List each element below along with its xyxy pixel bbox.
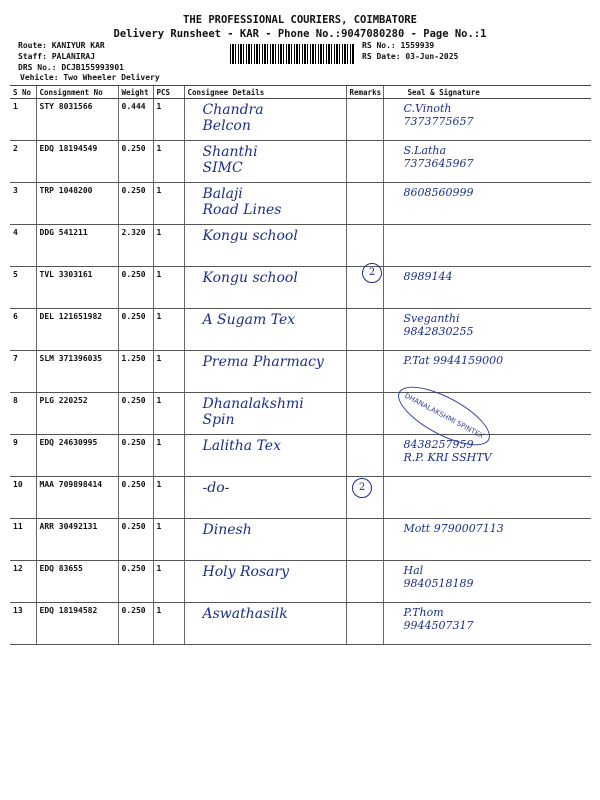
consignment-cell <box>36 477 118 519</box>
col-consignee: Consignee Details <box>184 86 346 99</box>
weight-text: 0.250 <box>121 438 146 447</box>
ring-mark: 2 <box>352 478 372 498</box>
consignment-text: EDQ 83655 <box>39 564 83 573</box>
weight-text: 0.250 <box>121 522 146 531</box>
pcs-text: 1 <box>156 312 162 321</box>
consignment-cell <box>36 99 118 141</box>
pcs-cell <box>153 267 184 309</box>
weight-cell <box>118 141 153 183</box>
sno-text: 2 <box>13 144 18 153</box>
consignee-cell <box>184 519 346 561</box>
consignment-cell <box>36 519 118 561</box>
consignee-text: Kongu school <box>202 228 298 244</box>
pcs-text: 1 <box>156 186 162 195</box>
consignee-cell <box>184 435 346 477</box>
sno-cell <box>10 561 36 603</box>
consignment-text: SLM 371396035 <box>39 354 103 363</box>
consignment-cell <box>36 435 118 477</box>
weight-cell <box>118 393 153 435</box>
consignee-cell <box>184 351 346 393</box>
seal-stamp: DHANALAKSHMI SPINTEX <box>390 375 498 456</box>
pcs-cell <box>153 309 184 351</box>
table-row <box>10 393 591 435</box>
sno-cell <box>10 351 36 393</box>
weight-text: 0.444 <box>121 102 146 111</box>
table-row <box>10 225 591 267</box>
sno-cell <box>10 435 36 477</box>
sno-text: 1 <box>13 102 18 111</box>
consignee-cell <box>184 141 346 183</box>
sno-cell <box>10 519 36 561</box>
pcs-cell <box>153 183 184 225</box>
pcs-cell <box>153 141 184 183</box>
col-consignment: Consignment No <box>36 86 118 99</box>
weight-text: 0.250 <box>121 312 146 321</box>
consignment-text: DDG 541211 <box>39 228 88 237</box>
sno-cell <box>10 309 36 351</box>
consignment-text: EDQ 18194549 <box>39 144 98 153</box>
runsheet-table <box>10 85 591 645</box>
consignment-text: PLG 220252 <box>39 396 88 405</box>
weight-cell <box>118 519 153 561</box>
remarks-cell <box>346 603 383 645</box>
sno-cell <box>10 603 36 645</box>
remarks-cell <box>346 309 383 351</box>
consignment-cell <box>36 225 118 267</box>
signature-text: 8989144 <box>403 270 453 283</box>
weight-text: 2.320 <box>121 228 146 237</box>
consignee-cell <box>184 267 346 309</box>
signature-cell <box>383 477 591 519</box>
consignment-cell <box>36 603 118 645</box>
consignee-text: -do- <box>202 480 230 496</box>
consignment-text: MAA 709898414 <box>39 480 103 489</box>
signature-text: C.Vinoth <box>403 102 452 115</box>
weight-text: 0.250 <box>121 186 146 195</box>
pcs-text: 1 <box>156 270 162 279</box>
weight-cell <box>118 309 153 351</box>
sno-text: 7 <box>13 354 18 363</box>
consignee-text: Lalitha Tex <box>202 438 281 454</box>
pcs-text: 1 <box>156 228 162 237</box>
consignee-text: Shanthi <box>202 144 258 160</box>
consignee-text: A Sugam Tex <box>202 312 296 328</box>
weight-cell <box>118 561 153 603</box>
consignee-cell <box>184 183 346 225</box>
consignment-text: EDQ 18194582 <box>39 606 98 615</box>
pcs-text: 1 <box>156 102 162 111</box>
remarks-cell <box>346 99 383 141</box>
weight-text: 1.250 <box>121 354 146 363</box>
consignee-cell <box>184 393 346 435</box>
remarks-cell <box>346 393 383 435</box>
signature-line2: R.P. KRI SSHTV <box>403 451 492 464</box>
rs-date: RS Date: 03-Jun-2025 <box>362 52 459 61</box>
signature-cell <box>383 519 591 561</box>
sno-text: 4 <box>13 228 18 237</box>
sno-text: 9 <box>13 438 18 447</box>
signature-text: Hal <box>403 564 424 577</box>
consignee-cell <box>184 477 346 519</box>
table-header-row <box>10 86 591 99</box>
consignment-cell <box>36 351 118 393</box>
consignee-text: Balaji <box>202 186 243 202</box>
sno-cell <box>10 477 36 519</box>
weight-cell <box>118 351 153 393</box>
sno-text: 5 <box>13 270 18 279</box>
table-row <box>10 309 591 351</box>
weight-cell <box>118 477 153 519</box>
remarks-cell <box>346 561 383 603</box>
remarks-cell <box>346 225 383 267</box>
weight-cell <box>118 267 153 309</box>
table-row <box>10 435 591 477</box>
signature-cell <box>383 603 591 645</box>
consignment-cell <box>36 267 118 309</box>
weight-cell <box>118 603 153 645</box>
pcs-text: 1 <box>156 438 162 447</box>
sno-cell <box>10 393 36 435</box>
signature-cell <box>383 183 591 225</box>
signature-text: Sveganthi <box>403 312 460 325</box>
signature-line2: 9840518189 <box>403 577 474 590</box>
weight-text: 0.250 <box>121 564 146 573</box>
sno-text: 11 <box>13 522 23 531</box>
pcs-cell <box>153 519 184 561</box>
pcs-text: 1 <box>156 480 162 489</box>
remarks-cell <box>346 351 383 393</box>
weight-text: 0.250 <box>121 144 146 153</box>
sno-text: 12 <box>13 564 23 573</box>
company-title: THE PROFESSIONAL COURIERS, COIMBATORE <box>183 14 417 26</box>
col-remarks: Remarks <box>346 86 383 99</box>
consignee-line2: Spin <box>202 412 235 428</box>
runsheet-subtitle: Delivery Runsheet - KAR - Phone No.:9047080280 - Page No.:1 <box>113 28 487 40</box>
weight-cell <box>118 183 153 225</box>
pcs-cell <box>153 435 184 477</box>
signature-text: S.Latha <box>403 144 447 157</box>
sno-text: 8 <box>13 396 18 405</box>
consignee-text: Dinesh <box>202 522 252 538</box>
pcs-text: 1 <box>156 606 162 615</box>
pcs-text: 1 <box>156 144 162 153</box>
signature-text: P.Thom <box>403 606 444 619</box>
consignee-text: Dhanalakshmi <box>202 396 304 412</box>
vehicle-label: Vehicle: Two Wheeler Delivery <box>20 73 160 82</box>
col-seal: Seal & Signature <box>383 86 591 99</box>
sno-text: 6 <box>13 312 18 321</box>
signature-line2: 9944507317 <box>403 619 474 632</box>
consignment-cell <box>36 561 118 603</box>
consignment-cell <box>36 309 118 351</box>
pcs-text: 1 <box>156 564 162 573</box>
signature-cell <box>383 99 591 141</box>
table-row <box>10 183 591 225</box>
sno-text: 13 <box>13 606 23 615</box>
ring-mark: 2 <box>362 263 382 283</box>
consignee-text: Aswathasilk <box>202 606 288 622</box>
consignee-line2: Road Lines <box>202 202 282 218</box>
consignment-text: DEL 121651982 <box>39 312 103 321</box>
remarks-cell <box>346 183 383 225</box>
pcs-text: 1 <box>156 354 162 363</box>
weight-text: 0.250 <box>121 480 146 489</box>
remarks-cell <box>346 519 383 561</box>
sno-cell <box>10 99 36 141</box>
consignee-cell <box>184 561 346 603</box>
staff-label: Staff: PALANIRAJ <box>18 52 96 61</box>
col-sno: S No <box>10 86 36 99</box>
consignee-cell <box>184 309 346 351</box>
col-weight: Weight <box>118 86 153 99</box>
signature-cell <box>383 561 591 603</box>
weight-cell <box>118 435 153 477</box>
remarks-cell <box>346 141 383 183</box>
sno-cell <box>10 225 36 267</box>
consignee-cell <box>184 99 346 141</box>
consignee-text: Chandra <box>202 102 264 118</box>
pcs-cell <box>153 99 184 141</box>
signature-cell <box>383 225 591 267</box>
table-row <box>10 603 591 645</box>
weight-text: 0.250 <box>121 270 146 279</box>
signature-line2: 7373645967 <box>403 157 474 170</box>
signature-cell <box>383 267 591 309</box>
consignment-text: TRP 1048200 <box>39 186 93 195</box>
signature-line2: 7373775657 <box>403 115 474 128</box>
consignee-text: Prema Pharmacy <box>202 354 324 370</box>
pcs-cell <box>153 477 184 519</box>
pcs-cell <box>153 393 184 435</box>
rs-number: RS No.: 1559939 <box>362 41 435 50</box>
consignee-line2: SIMC <box>202 160 243 176</box>
pcs-text: 1 <box>156 396 162 405</box>
signature-text: P.Tat 9944159000 <box>403 354 504 367</box>
consignment-text: TVL 3303161 <box>39 270 93 279</box>
signature-cell <box>383 309 591 351</box>
weight-text: 0.250 <box>121 396 146 405</box>
drs-number: DRS No.: DCJB155993901 <box>18 63 124 72</box>
sno-cell <box>10 183 36 225</box>
consignment-cell <box>36 183 118 225</box>
pcs-cell <box>153 603 184 645</box>
signature-text: Mott 9790007113 <box>403 522 504 535</box>
weight-cell <box>118 225 153 267</box>
consignment-text: STY 8031566 <box>39 102 93 111</box>
pcs-cell <box>153 225 184 267</box>
consignment-text: EDQ 24630995 <box>39 438 98 447</box>
pcs-cell <box>153 351 184 393</box>
weight-text: 0.250 <box>121 606 146 615</box>
consignment-cell <box>36 393 118 435</box>
table-row <box>10 267 591 309</box>
signature-line2: 9842830255 <box>403 325 474 338</box>
consignee-text: Holy Rosary <box>202 564 290 580</box>
consignment-cell <box>36 141 118 183</box>
route-label: Route: KANIYUR KAR <box>18 41 105 50</box>
signature-text: 8608560999 <box>403 186 474 199</box>
table-row <box>10 141 591 183</box>
pcs-cell <box>153 561 184 603</box>
sno-text: 3 <box>13 186 18 195</box>
sno-cell <box>10 267 36 309</box>
consignee-cell <box>184 603 346 645</box>
table-row <box>10 477 591 519</box>
pcs-text: 1 <box>156 522 162 531</box>
sno-cell <box>10 141 36 183</box>
remarks-cell <box>346 435 383 477</box>
table-row <box>10 99 591 141</box>
signature-text: 8438257959 <box>403 438 474 451</box>
consignment-text: ARR 30492131 <box>39 522 98 531</box>
weight-cell <box>118 99 153 141</box>
consignee-text: Kongu school <box>202 270 298 286</box>
table-row <box>10 519 591 561</box>
table-row <box>10 561 591 603</box>
signature-cell <box>383 141 591 183</box>
consignee-line2: Belcon <box>202 118 251 134</box>
sno-text: 10 <box>13 480 23 489</box>
table-row <box>10 351 591 393</box>
barcode <box>230 44 354 64</box>
col-pcs: PCS <box>153 86 184 99</box>
consignee-cell <box>184 225 346 267</box>
